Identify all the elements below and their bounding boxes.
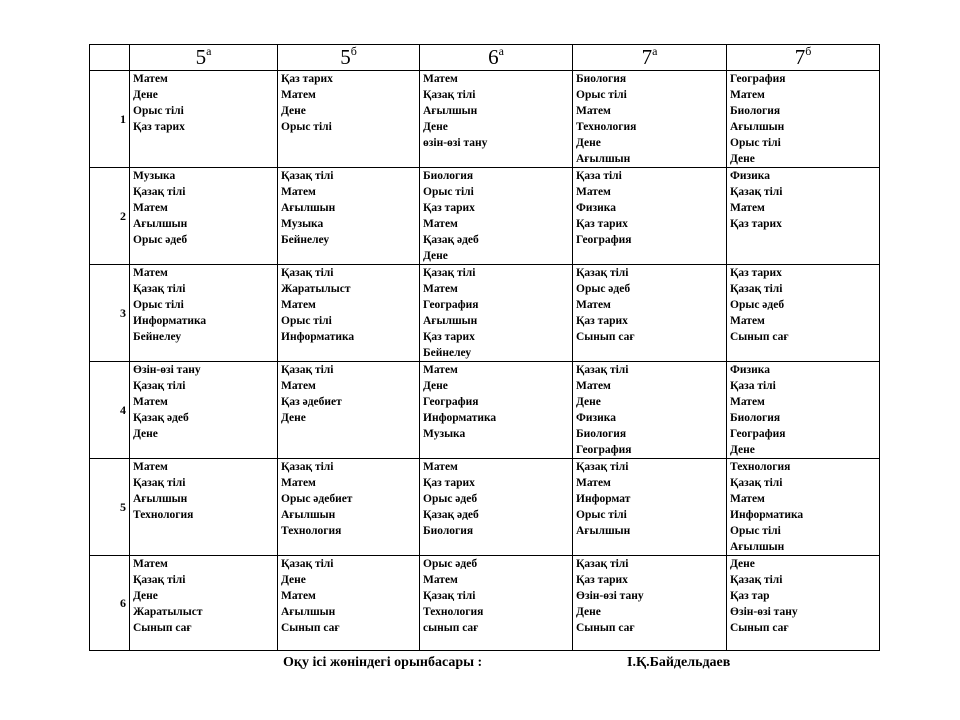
lesson-entry: Орыс әдеб bbox=[730, 299, 785, 311]
lesson-entry: Қаз тарих bbox=[576, 218, 628, 230]
lesson-entry: Дене bbox=[423, 250, 448, 262]
class-letter: а bbox=[498, 44, 504, 58]
lesson-entry: Дене bbox=[423, 380, 448, 392]
day-row bbox=[90, 71, 880, 168]
lesson-entry: Қазақ тілі bbox=[576, 558, 629, 570]
lesson-entry: Дене bbox=[281, 412, 306, 424]
lesson-entry: География bbox=[576, 234, 632, 246]
lesson-entry: Матем bbox=[281, 299, 316, 311]
schedule-cell bbox=[278, 459, 420, 556]
class-number: 5 bbox=[195, 45, 207, 69]
class-letter: б bbox=[350, 44, 357, 58]
lesson-entry: Қазақ тілі bbox=[281, 170, 334, 182]
day-number: 4 bbox=[90, 362, 130, 459]
schedule-cell bbox=[573, 362, 727, 459]
lesson-entry: Технология bbox=[576, 121, 637, 133]
lesson-entry: Орыс әдеб bbox=[576, 283, 631, 295]
lesson-entry: Ағылшын bbox=[281, 202, 336, 214]
day-number: 3 bbox=[90, 265, 130, 362]
class-number: 5 bbox=[340, 45, 351, 69]
lesson-entry: Орыс тілі bbox=[576, 509, 627, 521]
lesson-entry: Дене bbox=[133, 590, 158, 602]
header-row bbox=[90, 45, 880, 71]
lesson-entry: Қазақ тілі bbox=[730, 186, 783, 198]
lesson-entry: Матем bbox=[281, 477, 316, 489]
signature-role: Оқу ісі жөніндегі орынбасары : bbox=[283, 655, 483, 670]
lesson-entry: Дене bbox=[576, 137, 601, 149]
lesson-entry: Ағылшын bbox=[576, 153, 631, 165]
schedule-cell bbox=[420, 168, 573, 265]
lesson-entry: Қазақ тілі bbox=[281, 461, 334, 473]
lesson-entry: Қазақ тілі bbox=[133, 574, 186, 586]
lesson-entry: Матем bbox=[730, 202, 765, 214]
lesson-entry: Қазақ тілі bbox=[281, 364, 334, 376]
lesson-entry: Орыс тілі bbox=[133, 105, 184, 117]
class-number: 7 bbox=[794, 45, 806, 69]
lesson-entry: Ағылшын bbox=[133, 218, 188, 230]
lesson-entry: Орыс тілі bbox=[281, 315, 332, 327]
lesson-entry: Қазақ тілі bbox=[133, 283, 186, 295]
lesson-entry: Биология bbox=[730, 412, 781, 424]
day-row bbox=[90, 168, 880, 265]
schedule-cell bbox=[573, 168, 727, 265]
lesson-entry: Дене bbox=[730, 153, 755, 165]
day-row bbox=[90, 265, 880, 362]
lesson-entry: Қазақ тілі bbox=[281, 558, 334, 570]
lesson-entry: Өзін-өзі тану bbox=[576, 590, 644, 602]
schedule-cell bbox=[727, 168, 880, 265]
lesson-entry: Сынып сағ bbox=[730, 331, 789, 343]
schedule-cell bbox=[727, 556, 880, 651]
lesson-entry: Матем bbox=[576, 299, 611, 311]
schedule-cell bbox=[130, 556, 278, 651]
lesson-entry: Матем bbox=[133, 202, 168, 214]
lesson-entry: Дене bbox=[576, 606, 601, 618]
lesson-entry: Матем bbox=[576, 186, 611, 198]
schedule-cell bbox=[420, 362, 573, 459]
lesson-entry: Матем bbox=[576, 380, 611, 392]
lesson-entry: Қазақ тілі bbox=[576, 461, 629, 473]
day-number: 5 bbox=[90, 459, 130, 556]
lesson-entry: Матем bbox=[730, 315, 765, 327]
lesson-entry: Матем bbox=[730, 493, 765, 505]
class-header bbox=[278, 45, 420, 71]
lesson-entry: География bbox=[730, 73, 786, 85]
schedule-cell bbox=[130, 459, 278, 556]
class-number: 7 bbox=[641, 45, 653, 69]
day-number: 2 bbox=[90, 168, 130, 265]
lesson-entry: Дене bbox=[133, 89, 158, 101]
lesson-entry: Сынып сағ bbox=[133, 622, 192, 634]
lesson-entry: Сынып сағ bbox=[576, 622, 635, 634]
lesson-entry: Орыс әдебиет bbox=[281, 493, 353, 505]
lesson-entry: Орыс тілі bbox=[281, 121, 332, 133]
lesson-entry: Матем bbox=[730, 89, 765, 101]
lesson-entry: Матем bbox=[133, 558, 168, 570]
lesson-entry: Қазақ тілі bbox=[576, 267, 629, 279]
lesson-entry: Орыс тілі bbox=[133, 299, 184, 311]
lesson-entry: Матем bbox=[281, 186, 316, 198]
lesson-entry: Қазақ әдеб bbox=[423, 509, 479, 521]
lesson-entry: Матем bbox=[133, 73, 168, 85]
schedule-cell bbox=[420, 556, 573, 651]
lesson-entry: Матем bbox=[576, 105, 611, 117]
lesson-entry: География bbox=[576, 444, 632, 456]
signature-name: І.Қ.Байдельдаев bbox=[627, 655, 731, 670]
lesson-entry: Қаз тарих bbox=[423, 202, 475, 214]
lesson-entry: Биология bbox=[423, 170, 474, 182]
schedule-cell bbox=[130, 362, 278, 459]
lesson-entry: Дене bbox=[423, 121, 448, 133]
lesson-entry: Информатика bbox=[423, 412, 497, 424]
schedule-cell bbox=[278, 71, 420, 168]
lesson-entry: Ағылшын bbox=[133, 493, 188, 505]
lesson-entry: Қазақ тілі bbox=[730, 477, 783, 489]
lesson-entry: Орыс тілі bbox=[730, 137, 781, 149]
lesson-entry: Жаратылыст bbox=[281, 283, 351, 295]
lesson-entry: Қазақ тілі bbox=[133, 380, 186, 392]
schedule-cell bbox=[278, 265, 420, 362]
schedule-cell bbox=[278, 556, 420, 651]
day-row bbox=[90, 459, 880, 556]
lesson-entry: Матем bbox=[133, 396, 168, 408]
lesson-entry: Ағылшын bbox=[730, 121, 785, 133]
lesson-entry: Қаз әдебиет bbox=[281, 396, 342, 408]
class-letter: б bbox=[805, 44, 812, 58]
lesson-entry: Қазақ әдеб bbox=[423, 234, 479, 246]
lesson-entry: Қазақ тілі bbox=[281, 267, 334, 279]
lesson-entry: Қазақ тілі bbox=[576, 364, 629, 376]
lesson-entry: Қазақ тілі bbox=[423, 590, 476, 602]
class-header bbox=[573, 45, 727, 71]
lesson-entry: Матем bbox=[281, 380, 316, 392]
schedule-cell bbox=[130, 168, 278, 265]
lesson-entry: Матем bbox=[133, 461, 168, 473]
lesson-entry: Матем bbox=[423, 574, 458, 586]
lesson-entry: Орыс әдеб bbox=[133, 234, 188, 246]
lesson-entry: Биология bbox=[730, 105, 781, 117]
lesson-entry: Қазақ тілі bbox=[133, 186, 186, 198]
schedule-cell bbox=[573, 556, 727, 651]
lesson-entry: География bbox=[423, 396, 479, 408]
lesson-entry: Сынып сағ bbox=[576, 331, 635, 343]
lesson-entry: Биология bbox=[423, 525, 474, 537]
lesson-entry: Қазақ тілі bbox=[423, 267, 476, 279]
lesson-entry: Технология bbox=[423, 606, 484, 618]
lesson-entry: Қазақ тілі bbox=[133, 477, 186, 489]
lesson-entry: Қаз тар bbox=[730, 590, 770, 602]
lesson-entry: Орыс әдеб bbox=[423, 558, 478, 570]
lesson-entry: Информат bbox=[576, 493, 631, 505]
lesson-entry: Матем bbox=[423, 218, 458, 230]
class-number: 6 bbox=[488, 45, 499, 69]
lesson-entry: Қаз тарих bbox=[576, 574, 628, 586]
lesson-entry: Қазақ тілі bbox=[730, 574, 783, 586]
lesson-entry: Матем bbox=[423, 283, 458, 295]
lesson-entry: Сынып сағ bbox=[281, 622, 340, 634]
lesson-entry: Матем bbox=[576, 477, 611, 489]
lesson-entry: Бейнелеу bbox=[133, 331, 182, 343]
lesson-entry: Музыка bbox=[133, 170, 176, 182]
lesson-entry: Матем bbox=[281, 89, 316, 101]
lesson-entry: Технология bbox=[281, 525, 342, 537]
lesson-entry: Қаз тарих bbox=[730, 267, 782, 279]
lesson-entry: Музыка bbox=[281, 218, 324, 230]
schedule-cell bbox=[130, 265, 278, 362]
lesson-entry: Қаз тарих bbox=[133, 121, 185, 133]
lesson-entry: География bbox=[730, 428, 786, 440]
schedule-cell bbox=[278, 362, 420, 459]
lesson-entry: Ағылшын bbox=[576, 525, 631, 537]
lesson-entry: Ағылшын bbox=[281, 509, 336, 521]
lesson-entry: Қаз тарих bbox=[281, 73, 333, 85]
timetable-body bbox=[90, 71, 880, 651]
lesson-entry: Матем bbox=[423, 461, 458, 473]
lesson-entry: Қаза тілі bbox=[730, 380, 776, 392]
lesson-entry: Ағылшын bbox=[423, 315, 478, 327]
lesson-entry: Матем bbox=[133, 267, 168, 279]
corner-cell bbox=[90, 45, 130, 71]
lesson-entry: Физика bbox=[576, 202, 616, 214]
lesson-entry: Дене bbox=[730, 444, 755, 456]
schedule-cell bbox=[727, 71, 880, 168]
lesson-entry: Дене bbox=[730, 558, 755, 570]
lesson-entry: Бейнелеу bbox=[423, 347, 472, 359]
lesson-entry: Сынып сағ bbox=[730, 622, 789, 634]
lesson-entry: Ағылшын bbox=[730, 541, 785, 553]
lesson-entry: Қаз тарих bbox=[423, 477, 475, 489]
schedule-cell bbox=[420, 265, 573, 362]
lesson-entry: География bbox=[423, 299, 479, 311]
lesson-entry: Ағылшын bbox=[423, 105, 478, 117]
lesson-entry: Жаратылыст bbox=[133, 606, 203, 618]
lesson-entry: Бейнелеу bbox=[281, 234, 330, 246]
schedule-cell bbox=[727, 362, 880, 459]
schedule-cell bbox=[573, 265, 727, 362]
schedule-cell bbox=[130, 71, 278, 168]
schedule-cell bbox=[573, 71, 727, 168]
lesson-entry: Физика bbox=[730, 364, 770, 376]
schedule-cell bbox=[420, 71, 573, 168]
lesson-entry: Қазақ тілі bbox=[423, 89, 476, 101]
class-letter: а bbox=[206, 44, 212, 58]
lesson-entry: Информатика bbox=[133, 315, 207, 327]
day-number: 6 bbox=[90, 556, 130, 651]
day-row bbox=[90, 556, 880, 651]
lesson-entry: Матем bbox=[730, 396, 765, 408]
lesson-entry: Физика bbox=[576, 412, 616, 424]
lesson-entry: Информатика bbox=[281, 331, 355, 343]
lesson-entry: Информатика bbox=[730, 509, 804, 521]
class-header bbox=[420, 45, 573, 71]
class-header bbox=[130, 45, 278, 71]
lesson-entry: Биология bbox=[576, 73, 627, 85]
class-letter: а bbox=[652, 44, 658, 58]
lesson-entry: Матем bbox=[423, 73, 458, 85]
schedule-cell bbox=[727, 265, 880, 362]
lesson-entry: Орыс тілі bbox=[730, 525, 781, 537]
lesson-entry: Ағылшын bbox=[281, 606, 336, 618]
lesson-entry: Қаза тілі bbox=[576, 170, 622, 182]
lesson-entry: Өзін-өзі тану bbox=[133, 364, 201, 376]
lesson-entry: Қазақ тілі bbox=[730, 283, 783, 295]
day-row bbox=[90, 362, 880, 459]
lesson-entry: Қаз тарих bbox=[576, 315, 628, 327]
lesson-entry: өзін-өзі тану bbox=[423, 137, 488, 149]
timetable bbox=[89, 44, 880, 651]
lesson-entry: Орыс тілі bbox=[576, 89, 627, 101]
class-header bbox=[727, 45, 880, 71]
lesson-entry: Матем bbox=[423, 364, 458, 376]
day-number: 1 bbox=[90, 71, 130, 168]
lesson-entry: Дене bbox=[281, 105, 306, 117]
schedule-cell bbox=[420, 459, 573, 556]
schedule-cell bbox=[573, 459, 727, 556]
lesson-entry: Матем bbox=[281, 590, 316, 602]
lesson-entry: Орыс әдеб bbox=[423, 493, 478, 505]
lesson-entry: Қаз тарих bbox=[730, 218, 782, 230]
lesson-entry: Өзін-өзі тану bbox=[730, 606, 798, 618]
lesson-entry: Қаз тарих bbox=[423, 331, 475, 343]
lesson-entry: Музыка bbox=[423, 428, 466, 440]
schedule-cell bbox=[727, 459, 880, 556]
lesson-entry: Дене bbox=[281, 574, 306, 586]
lesson-entry: Физика bbox=[730, 170, 770, 182]
lesson-entry: Технология bbox=[133, 509, 194, 521]
lesson-entry: Дене bbox=[576, 396, 601, 408]
lesson-entry: Дене bbox=[133, 428, 158, 440]
schedule-cell bbox=[278, 168, 420, 265]
lesson-entry: Қазақ әдеб bbox=[133, 412, 189, 424]
lesson-entry: Биология bbox=[576, 428, 627, 440]
lesson-entry: Технология bbox=[730, 461, 791, 473]
lesson-entry: сынып сағ bbox=[423, 622, 479, 634]
lesson-entry: Орыс тілі bbox=[423, 186, 474, 198]
